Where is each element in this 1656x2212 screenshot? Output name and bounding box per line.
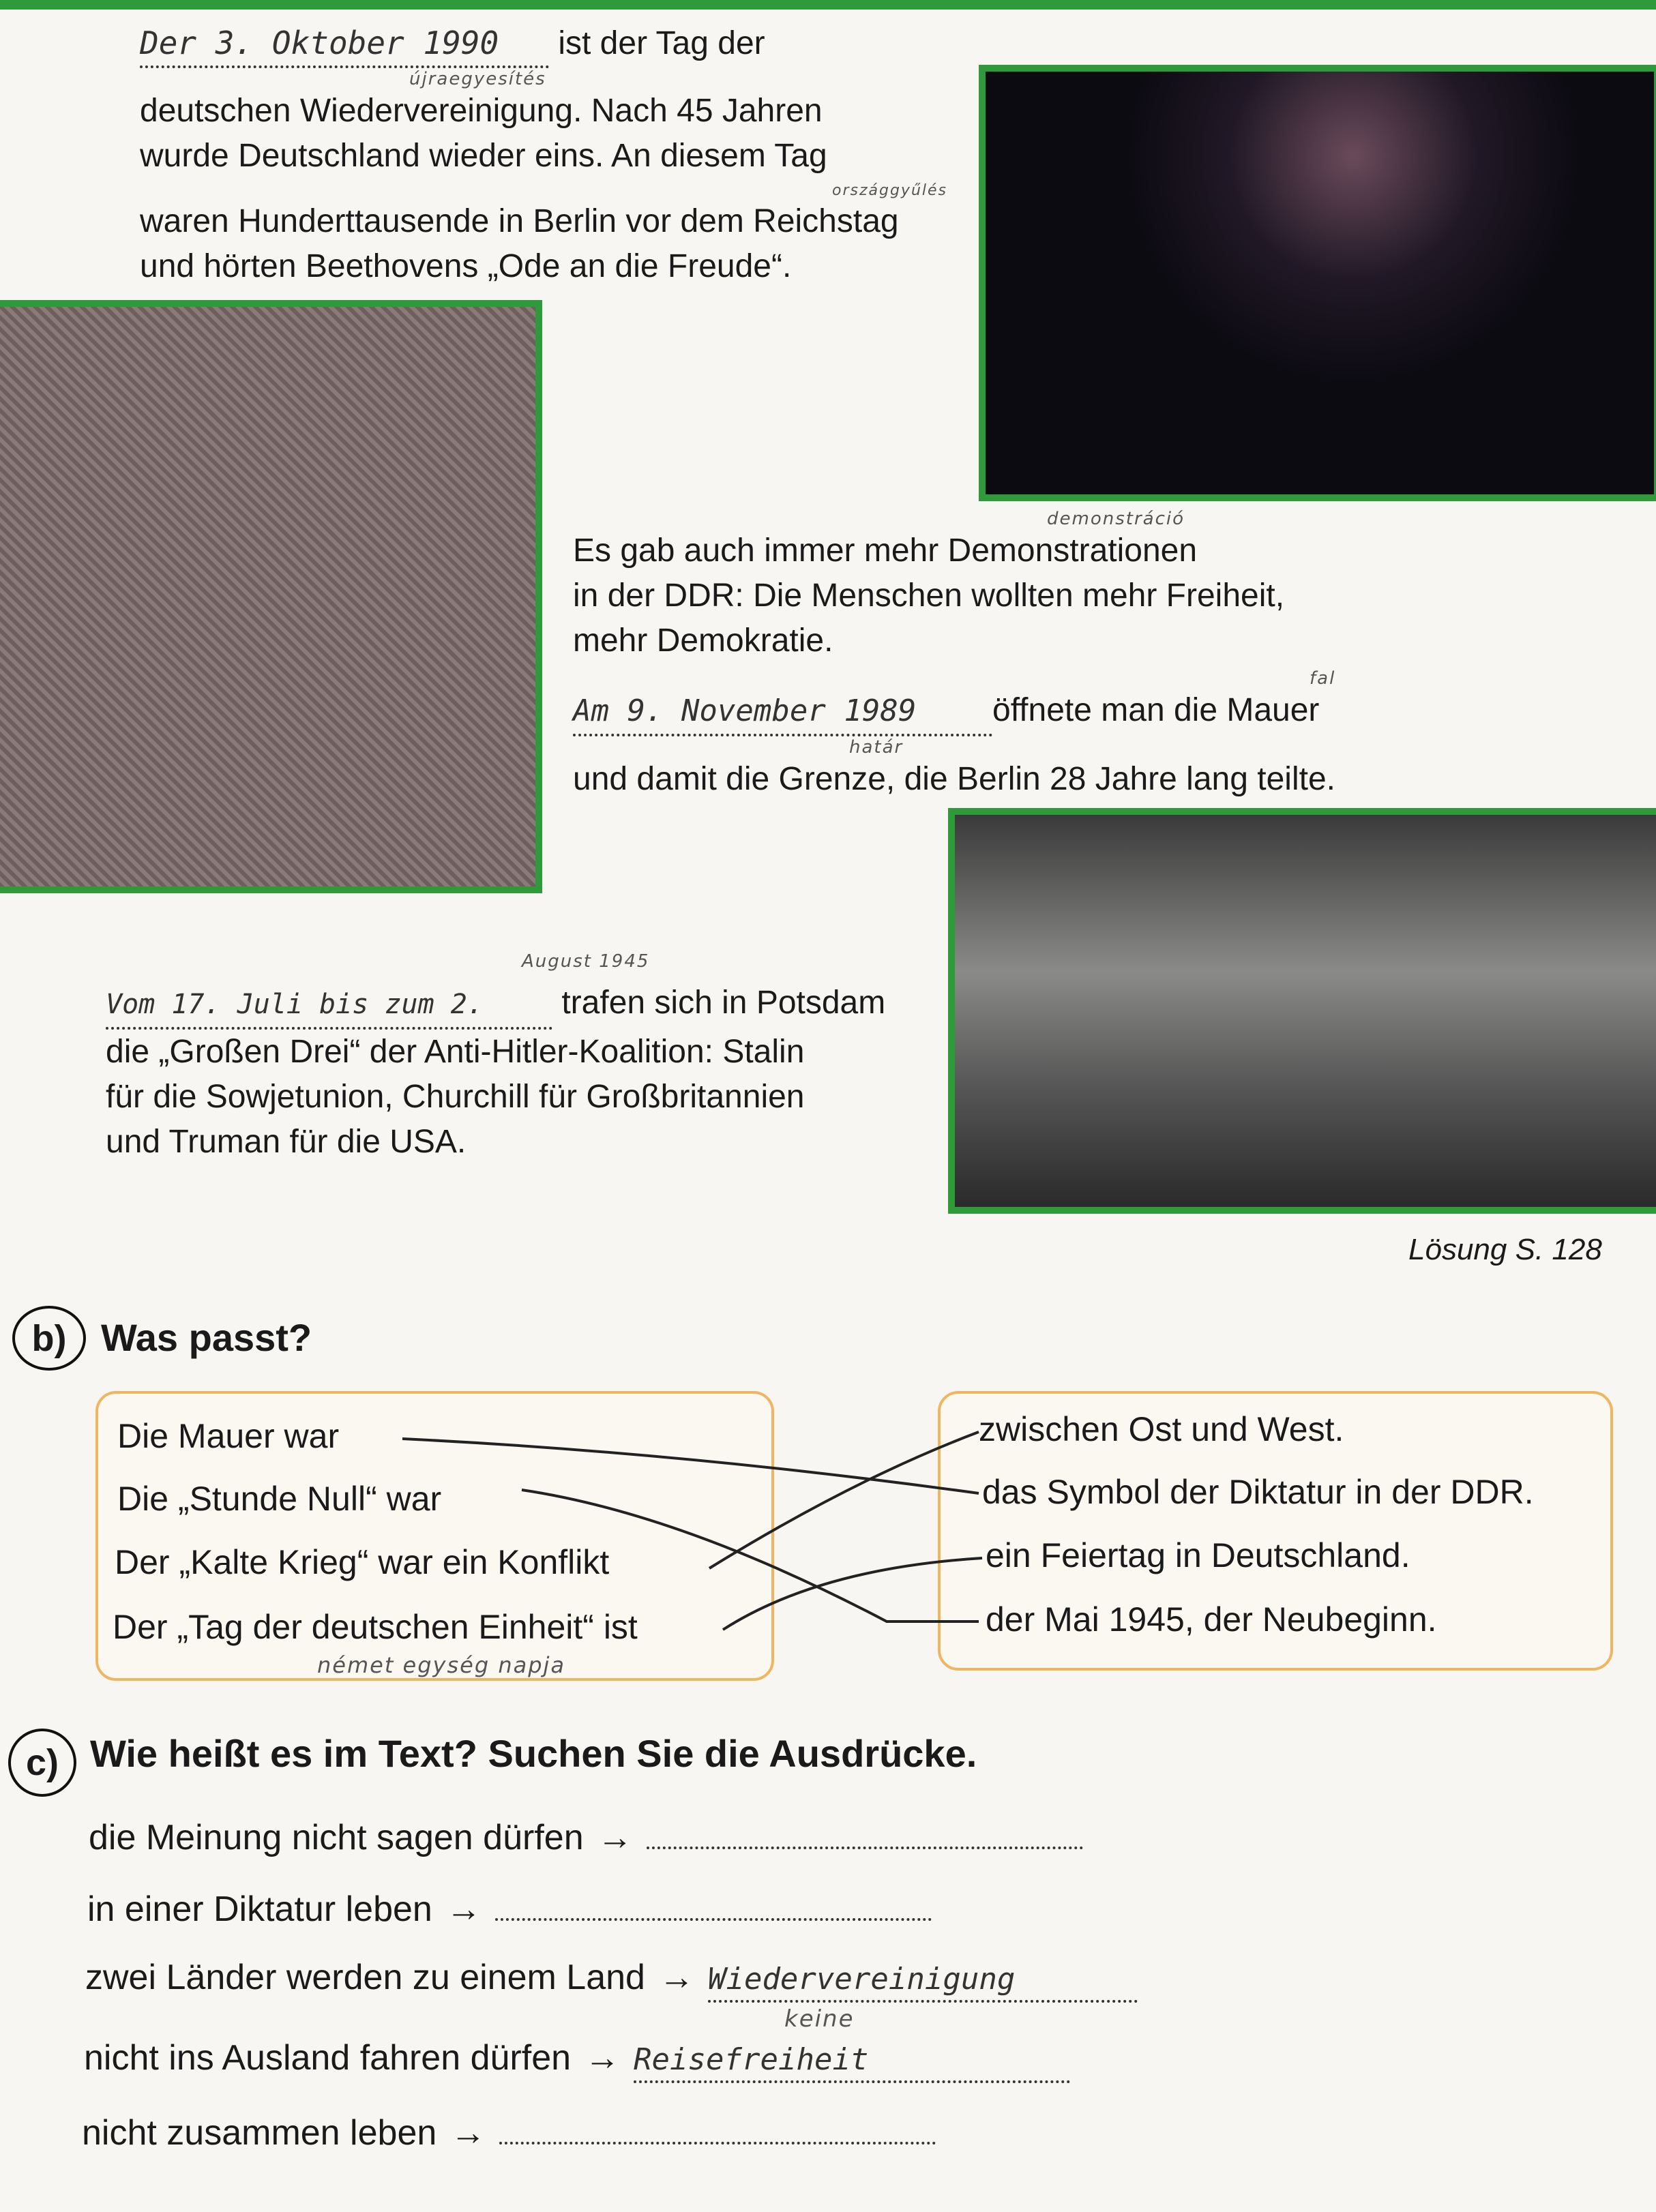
- handwritten-note: újraegyesítés: [409, 69, 546, 89]
- answer-field[interactable]: Wiedervereinigung: [708, 1959, 1138, 2003]
- paragraph-reunification: Der 3. Oktober 1990 ist der Tag der újraegyesítés deutschen Wiedervereinigung. Nach 45 Jahren wurde Deutschland wieder eins. An diesem Tag országgyűlés waren Hunderttausende in Berlin vor dem Reichstag und hörten Beethovens „Ode an die Freude“.: [140, 20, 947, 289]
- exercise-c-label: c): [8, 1729, 76, 1797]
- arrow-icon: →: [445, 1889, 482, 1929]
- match-line: [709, 1432, 979, 1568]
- arrow-icon: →: [658, 1958, 694, 1997]
- arrow-icon: →: [585, 2038, 621, 2078]
- left-phrase[interactable]: Der „Tag der deutschen Einheit“ ist: [113, 1608, 638, 1646]
- left-phrase[interactable]: Die Mauer war: [117, 1417, 340, 1455]
- answer-field[interactable]: [647, 1847, 1083, 1849]
- handwritten-note: német egység napja: [317, 1652, 566, 1678]
- exercise-b-label: b): [12, 1306, 86, 1371]
- right-phrase[interactable]: ein Feiertag in Deutschland.: [986, 1536, 1410, 1574]
- handwritten-note: fal: [1310, 668, 1336, 689]
- handwritten-note: August 1945: [522, 951, 650, 972]
- right-phrase[interactable]: der Mai 1945, der Neubeginn.: [986, 1600, 1437, 1639]
- handwritten-note: országgyűlés: [832, 182, 947, 199]
- expression-row: nicht ins Ausland fahren dürfen → Reisefreiheit: [84, 2037, 1070, 2083]
- left-phrase[interactable]: Die „Stunde Null“ war: [117, 1480, 442, 1518]
- arrow-icon: →: [450, 2113, 486, 2153]
- answer-field[interactable]: [499, 2142, 936, 2144]
- answer-field[interactable]: Reisefreiheit: [634, 2039, 1070, 2083]
- exercise-b-title: Was passt?: [101, 1316, 312, 1359]
- paragraph-potsdam: Vom 17. Juli bis zum 2. trafen sich in Potsdam die „Großen Drei“ der Anti-Hitler-Koalition: Stalin für die Sowjetunion, Churchill für Großbritannien und Truman für die USA.: [106, 981, 885, 1165]
- exercise-c-title: Wie heißt es im Text? Suchen Sie die Ausdrücke.: [90, 1732, 977, 1775]
- right-phrase[interactable]: das Symbol der Diktatur in der DDR.: [982, 1473, 1534, 1511]
- handwritten-answer: Am 9. November 1989: [573, 689, 992, 736]
- left-phrase[interactable]: Der „Kalte Krieg“ war ein Konflikt: [115, 1543, 610, 1581]
- handwritten-note: demonstráció: [1047, 509, 1185, 529]
- handwritten-answer: Vom 17. Juli bis zum 2.: [106, 982, 552, 1030]
- match-line: [522, 1490, 979, 1621]
- match-line: [723, 1558, 982, 1630]
- handwritten-note: határ: [849, 737, 904, 758]
- handwritten-answer: Der 3. Oktober 1990: [140, 20, 549, 68]
- expression-row: die Meinung nicht sagen dürfen →: [89, 1817, 1083, 1858]
- expression-row: nicht zusammen leben →: [82, 2112, 936, 2153]
- paragraph-demonstrations: demonstráció Es gab auch immer mehr Demonstrationen in der DDR: Die Menschen wollten mehr Freiheit, mehr Demokratie. fal Am 9. November 1989 öffnete man die Mauer határ und damit die Grenze, die Berlin 28 Jahre lang teilte.: [573, 509, 1336, 797]
- expression-row: in einer Diktatur leben →: [87, 1889, 932, 1930]
- handwritten-note: keine: [784, 2005, 855, 2033]
- solution-reference: Lösung S. 128: [1408, 1233, 1602, 1266]
- match-line: [402, 1439, 979, 1493]
- arrow-icon: →: [597, 1818, 633, 1857]
- expression-row: zwei Länder werden zu einem Land → Wiedervereinigung: [85, 1957, 1138, 2003]
- right-phrase[interactable]: zwischen Ost und West.: [979, 1410, 1344, 1448]
- answer-field[interactable]: [495, 1918, 932, 1921]
